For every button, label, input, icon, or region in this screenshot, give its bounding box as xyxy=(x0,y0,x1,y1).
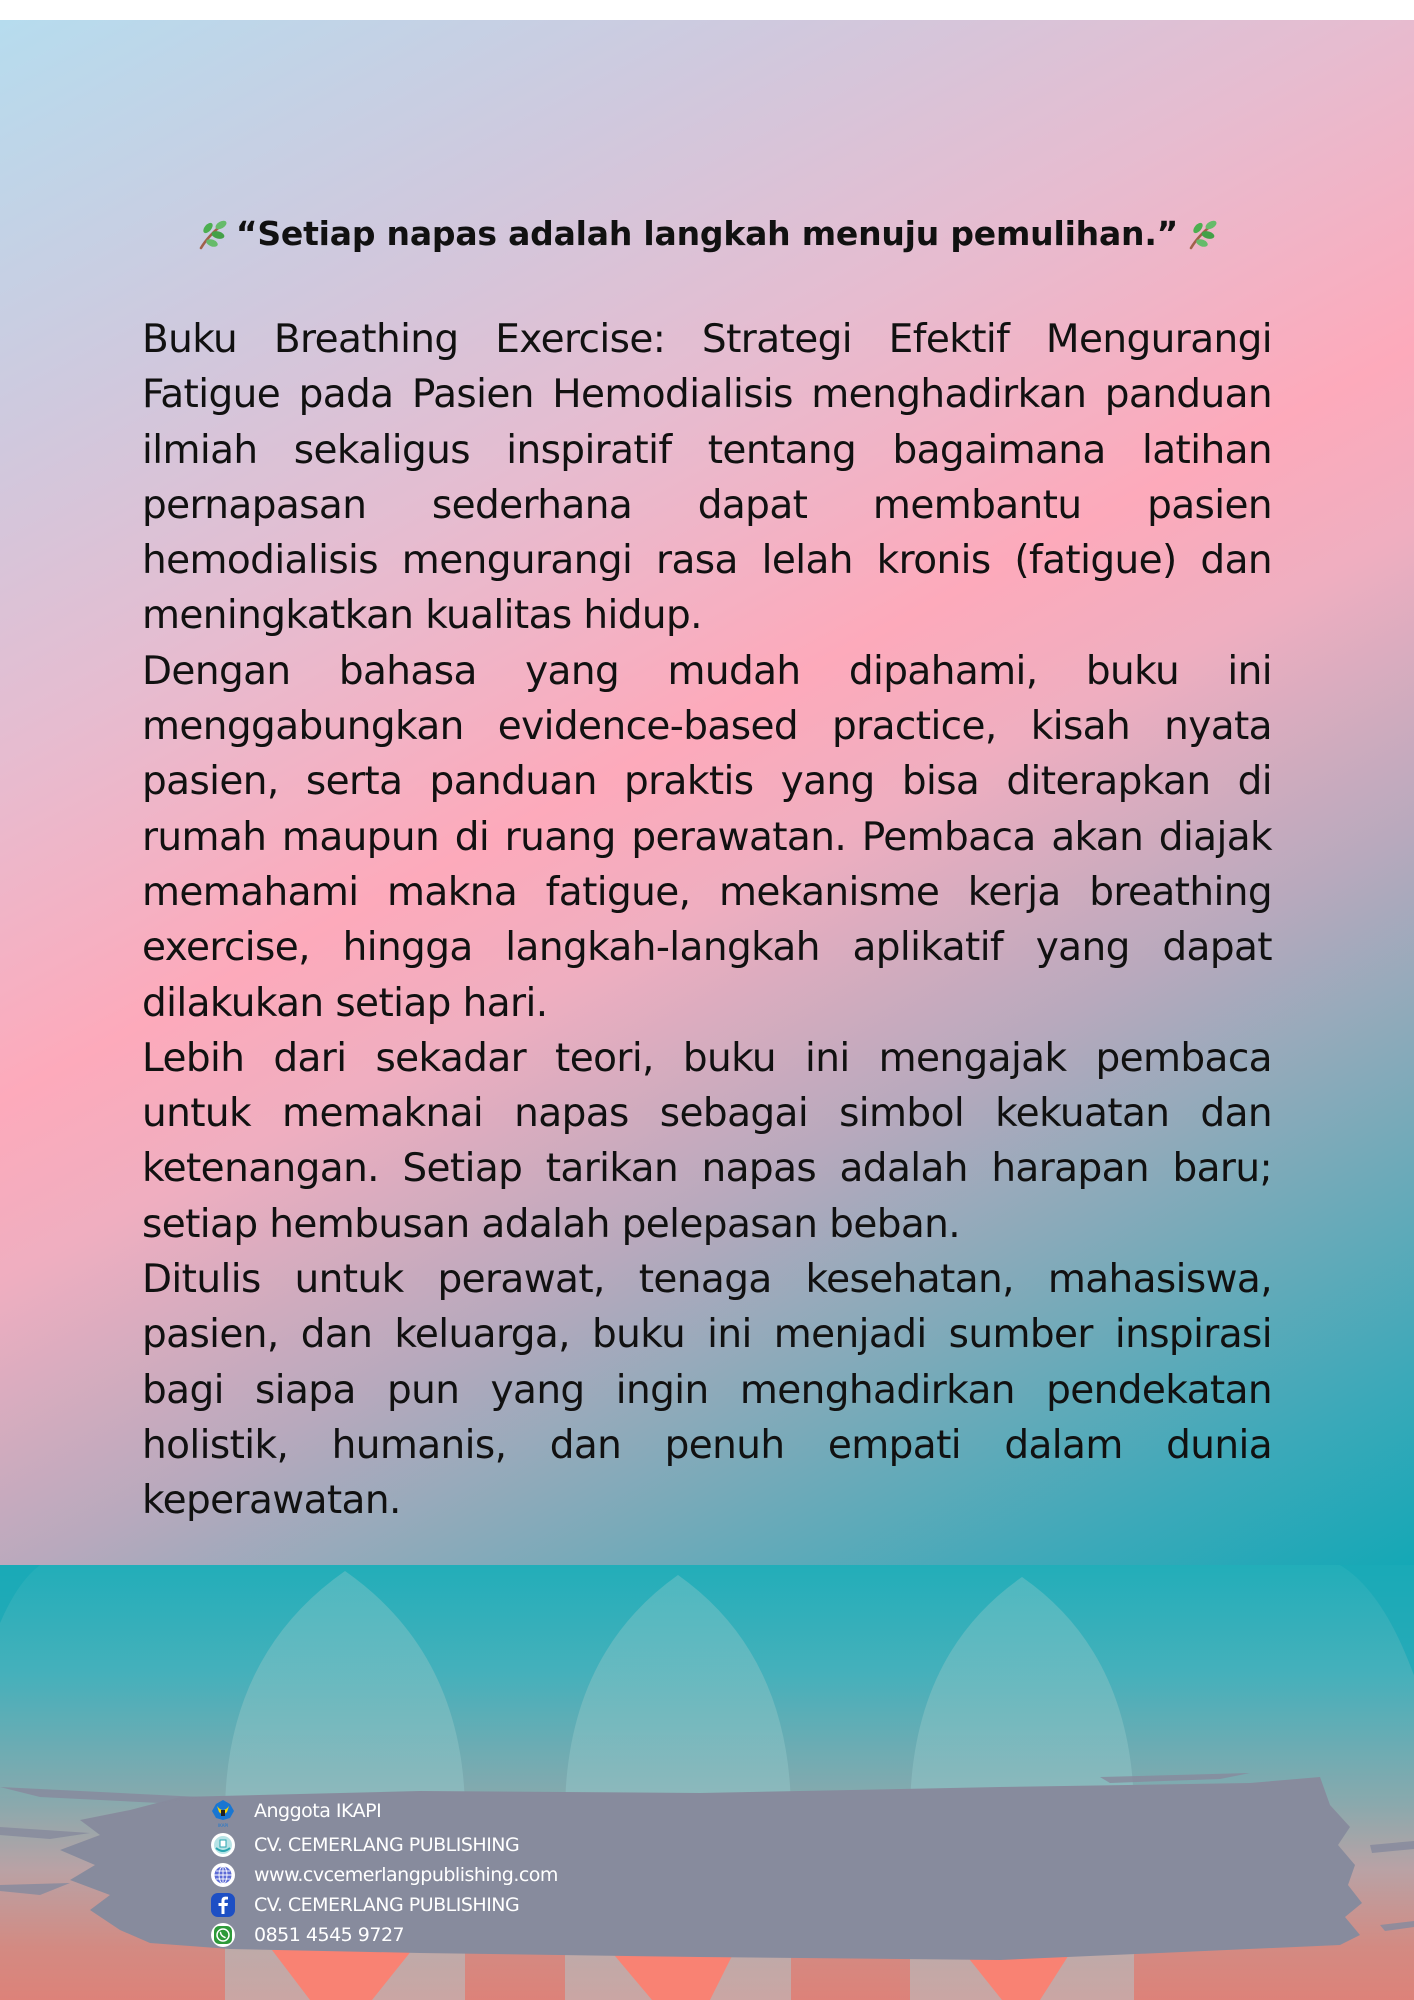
globe-icon xyxy=(210,1862,236,1888)
whatsapp-icon xyxy=(210,1922,236,1948)
phone-number[interactable]: 0851 4545 9727 xyxy=(254,1924,405,1946)
website-link[interactable]: www.cvcemerlangpublishing.com xyxy=(254,1864,558,1886)
book-description xyxy=(142,312,1272,1529)
quote-text: “Setiap napas adalah langkah menuju pemulihan.” xyxy=(235,214,1179,253)
herb-leaf-icon xyxy=(194,216,230,252)
tagline-quote xyxy=(0,214,1414,253)
contact-facebook[interactable] xyxy=(210,1890,558,1920)
ikapi-logo-icon xyxy=(210,1798,236,1828)
description-paragraph: Buku Breathing Exercise: Strategi Efektif Mengurangi Fatigue pada Pasien Hemodialisis menghadirkan panduan ilmiah sekaligus inspiratif tentang bagaimana latihan pernapasan sederhana dapat membantu pasien hemodialisis mengurangi rasa lelah kronis (fatigue) dan meningkatkan kualitas hidup. xyxy=(142,317,1272,639)
description-paragraph: Lebih dari sekadar teori, buku ini mengajak pembaca untuk memaknai napas sebagai simbol kekuatan dan ketenangan. Setiap tarikan napas adalah harapan baru; setiap hembusan adalah pelepasan beban. xyxy=(142,1035,1272,1247)
contact-publisher xyxy=(210,1830,558,1860)
contact-text: CV. CEMERLANG PUBLISHING xyxy=(254,1834,520,1856)
contact-whatsapp[interactable] xyxy=(210,1920,558,1950)
publisher-contacts xyxy=(210,1794,558,1950)
herb-leaf-icon xyxy=(1184,216,1220,252)
top-margin xyxy=(0,0,1414,20)
description-paragraph: Dengan bahasa yang mudah dipahami, buku ini menggabungkan evidence-based practice, kisah nyata pasien, serta panduan praktis yang bisa diterapkan di rumah maupun di ruang perawatan. Pembaca akan diajak memahami makna fatigue, mekanisme kerja breathing exercise, hingga langkah-langkah aplikatif yang dapat dilakukan setiap hari. xyxy=(142,648,1272,1026)
svg-text:IKAPI: IKAPI xyxy=(217,1823,229,1828)
contact-website[interactable] xyxy=(210,1860,558,1890)
description-paragraph: Ditulis untuk perawat, tenaga kesehatan, mahasiswa, pasien, dan keluarga, buku ini menjadi sumber inspirasi bagi siapa pun yang ingin menghadirkan pendekatan holistik, humanis, dan penuh empati dalam dunia keperawatan. xyxy=(142,1257,1272,1524)
contact-ikapi xyxy=(210,1794,558,1828)
facebook-page-link[interactable]: CV. CEMERLANG PUBLISHING xyxy=(254,1894,520,1916)
facebook-icon xyxy=(210,1892,236,1918)
contact-text: Anggota IKAPI xyxy=(254,1800,382,1822)
publisher-logo-icon xyxy=(210,1832,236,1858)
